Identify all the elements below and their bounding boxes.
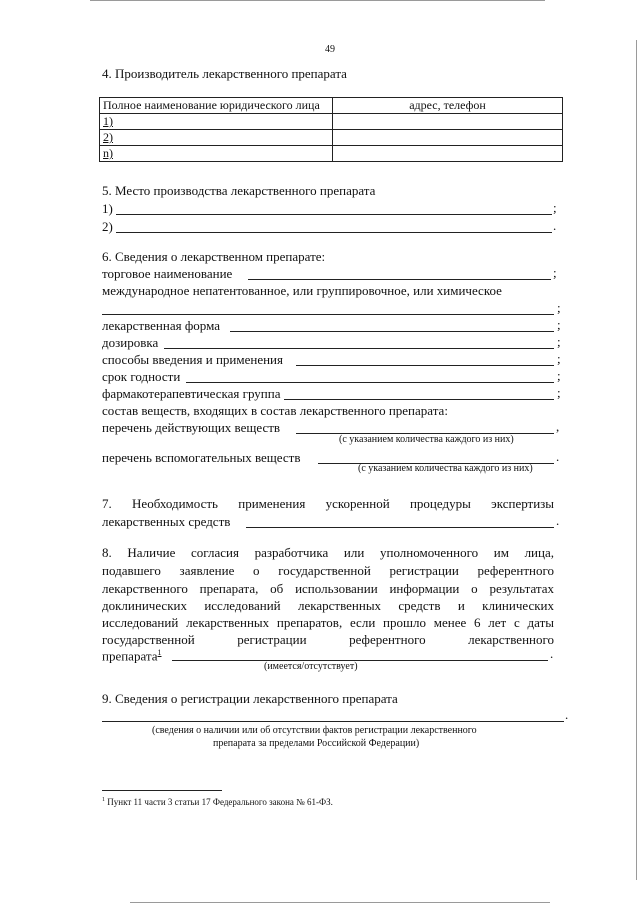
row-label: 2) [103,130,113,144]
section-9-end: . [565,707,569,722]
table-cell [333,114,563,130]
composition-label: состав веществ, входящих в состав лекарственного препарата: [102,403,448,418]
excipients-label: перечень вспомогательных веществ [102,450,301,465]
section-8-line: 8. Наличие согласия разработчика или уполномоченного им лица, [102,545,554,560]
dosage-label: дозировка [102,335,159,350]
section-9-note-1: (сведения о наличии или об отсутствии фактов регистрации лекарственного [152,725,477,736]
inn-label: международное непатентованное, или группировочное, или химическое [102,283,502,298]
inn-end: ; [557,300,561,315]
section-8-line: исследований лекарственных препаратов, если прошло менее 6 лет с даты [102,615,554,630]
footnote-text: Пункт 11 части 3 статьи 17 Федерального закона № 61-ФЗ. [107,797,333,807]
pharm-group-end: ; [557,385,561,400]
section-8-end: . [550,646,554,661]
manufacturer-table [99,97,563,162]
place-item-line [116,232,552,233]
section-7-line-1: 7. Необходимость применения ускоренной процедуры экспертизы [102,496,555,511]
form-end: ; [557,317,561,332]
scan-edge-bottom [130,902,550,903]
section-9-title: 9. Сведения о регистрации лекарственного препарата [102,691,398,706]
trade-name-line [248,279,551,280]
table-cell [333,130,563,146]
header-legal-name: Полное наименование юридического лица [100,98,333,114]
pharm-group-line [284,399,554,400]
place-item-end: ; [553,200,557,215]
dosage-line [164,348,554,349]
pharm-group-label: фармакотерапевтическая группа [102,386,281,401]
section-9-note-2: препарата за пределами Российской Федерации) [213,738,420,749]
section-6-title: 6. Сведения о лекарственном препарате: [102,249,326,264]
section-7-end: . [556,513,560,528]
excipients-end: . [556,449,560,464]
route-label: способы введения и применения [102,352,283,367]
trade-name-label: торговое наименование [102,266,233,281]
dosage-end: ; [557,334,561,349]
shelf-life-line [186,382,554,383]
section-5-title: 5. Место производства лекарственного препарата [102,183,376,198]
scan-edge-top [90,0,545,1]
table-row [100,146,563,162]
footnote-separator [102,790,222,791]
section-8-note: (имеется/отсутствует) [264,661,358,672]
row-label: 1) [103,114,113,128]
section-8-line: подавшего заявление о государственной регистрации референтного [102,563,554,578]
section-7-line [246,527,554,528]
header-address-phone: адрес, телефон [333,98,563,114]
route-line [296,365,554,366]
section-8-line: государственной регистрации референтного лекарственного [102,632,554,647]
section-7-line-2: лекарственных средств [102,514,231,529]
section-8-last-word: препарата$^1$ [102,648,162,664]
shelf-life-end: ; [557,368,561,383]
footnote [102,797,333,807]
active-substances-label: перечень действующих веществ [102,420,281,435]
place-item-label: 1) [102,201,113,216]
page-number: 49 [325,44,335,55]
shelf-life-label: срок годности [102,369,181,384]
inn-line [102,314,554,315]
footnote-mark: 1 [102,797,105,803]
section-9-line [102,721,564,722]
place-item-label: 2) [102,219,113,234]
section-8-line: лекарственного препарата, об использовании информации о результатах [102,581,554,596]
row-label: n) [103,146,113,160]
table-header-row [100,98,563,114]
table-row [100,114,563,130]
active-substances-note: (с указанием количества каждого из них) [339,434,514,445]
excipients-note: (с указанием количества каждого из них) [358,463,533,474]
section-8-line: доклинических исследований лекарственных средств и клинических [102,598,554,613]
section-8-answer-line [172,660,548,661]
route-end: ; [557,351,561,366]
trade-name-end: ; [553,265,557,280]
active-substances-end: , [556,419,560,434]
section-4-title: 4. Производитель лекарственного препарата [102,66,347,81]
scan-edge-right [636,40,637,880]
table-cell [333,146,563,162]
place-item-line [116,214,552,215]
table-row [100,130,563,146]
place-item-end: . [553,218,557,233]
form-label: лекарственная форма [102,318,220,333]
form-line [230,331,554,332]
